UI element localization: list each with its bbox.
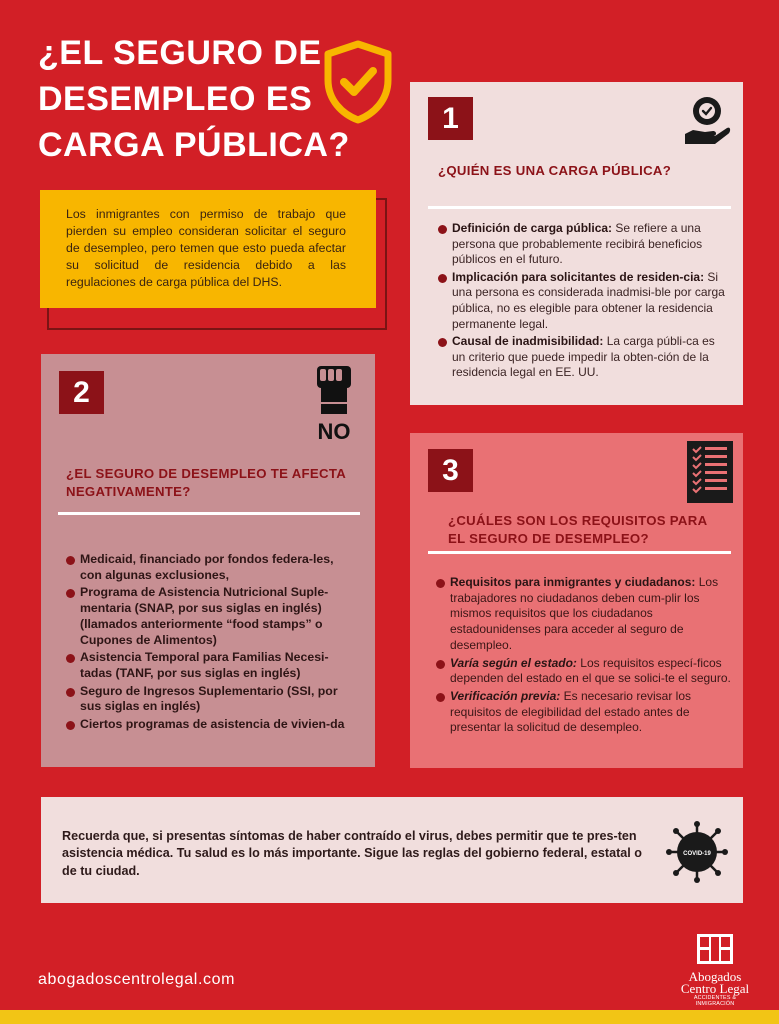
card-heading: ¿QUIÉN ES UNA CARGA PÚBLICA? bbox=[438, 163, 672, 178]
bullet-icon bbox=[66, 721, 75, 730]
bullet-icon bbox=[66, 654, 75, 663]
title-line: DESEMPLEO ES bbox=[38, 80, 313, 118]
intro-card: Los inmigrantes con permiso de trabajo que pierden su empleo consideran solicitar el seguro de desempleo, pero temen que esto pueda afectar su solicitud de residencia debido a las regulaciones de carga pública del DHS. bbox=[40, 190, 376, 308]
card-number-badge: 3 bbox=[428, 449, 473, 492]
card1-list bbox=[438, 221, 728, 383]
list-item: Requisitos para inmigrantes y ciudadanos: Los trabajadores no ciudadanos deben cum-plir los mismos requisitos que los ciudadanos estadounidenses para acceder al seguro de desempleo. bbox=[436, 575, 732, 654]
divider bbox=[58, 512, 360, 515]
checklist-icon bbox=[687, 441, 733, 503]
list-item: Implicación para solicitantes de residen-cia: Si una persona es considerada inadmisi-ble por carga pública, no es elegible para obtener la residencia permanente legal. bbox=[438, 270, 728, 332]
covid-virus-icon bbox=[666, 821, 728, 883]
card-number-badge: 1 bbox=[428, 97, 473, 140]
raised-fist-no-icon bbox=[313, 364, 355, 442]
website-link[interactable]: abogadoscentrolegal.com bbox=[38, 971, 236, 988]
list-item: Causal de inadmisibilidad: La carga públi-ca es un criterio que puede impedir la obten-ción de la residencia legal en EE. UU. bbox=[438, 334, 728, 381]
no-label: NO bbox=[317, 419, 351, 444]
bullet-icon bbox=[438, 338, 447, 347]
bullet-icon bbox=[436, 579, 445, 588]
bottom-accent-strip bbox=[0, 1010, 779, 1024]
divider bbox=[428, 551, 731, 554]
bullet-icon bbox=[66, 688, 75, 697]
list-item: Ciertos programas de asistencia de vivien-da bbox=[66, 717, 356, 733]
list-item: Asistencia Temporal para Familias Necesi-tadas (TANF, por sus siglas en inglés) bbox=[66, 650, 356, 681]
reminder-text: Recuerda que, si presentas síntomas de haber contraído el virus, debes permitir que te pres-ten asistencia médica. Tu salud es lo más importante. Sigue las reglas del gobierno federal, estatal o de tu ciudad. bbox=[62, 829, 642, 878]
company-logo bbox=[675, 934, 755, 1007]
logo-mark-icon bbox=[697, 934, 733, 964]
list-item: Verificación previa: Es necesario revisar los requisitos de elegibilidad del estado antes de presentar la solicitud de desempleo. bbox=[436, 689, 732, 736]
list-item: Medicaid, financiado por fondos federa-les, con algunas exclusiones, bbox=[66, 552, 356, 583]
logo-line1: Abogados bbox=[688, 969, 742, 984]
logo-line2: Centro Legal bbox=[680, 981, 750, 996]
card-number-badge: 2 bbox=[59, 371, 104, 414]
fist-icon bbox=[313, 364, 355, 416]
divider bbox=[428, 206, 731, 209]
card3-list bbox=[436, 575, 732, 738]
bullet-icon bbox=[436, 660, 445, 669]
bullet-icon bbox=[438, 225, 447, 234]
bullet-icon bbox=[66, 556, 75, 565]
title-line: CARGA PÚBLICA? bbox=[38, 126, 350, 164]
shield-check-icon bbox=[322, 40, 394, 124]
list-item: Seguro de Ingresos Suplementario (SSI, por sus siglas en inglés) bbox=[66, 684, 356, 715]
list-item: Programa de Asistencia Nutricional Suple-mentaria (SNAP, por sus siglas en inglés) (llamados anteriormente “food stamps” o Cupones de Alimentos) bbox=[66, 585, 356, 648]
title-line: ¿EL SEGURO DE bbox=[38, 34, 322, 72]
logo-tagline: ACCIDENTES & INMIGRACIÓN bbox=[693, 995, 737, 1007]
card-heading: ¿EL SEGURO DE DESEMPLEO TE AFECTA NEGATIVAMENTE? bbox=[66, 466, 346, 499]
list-item: Definición de carga pública: Se refiere a una persona que probablemente recibirá beneficios públicos en el futuro. bbox=[438, 221, 728, 268]
bullet-icon bbox=[66, 589, 75, 598]
covid-label: COVID-19 bbox=[683, 851, 711, 857]
hand-badge-icon bbox=[683, 94, 731, 148]
page-title bbox=[38, 30, 368, 168]
bullet-icon bbox=[438, 274, 447, 283]
bullet-icon bbox=[436, 693, 445, 702]
card2-list bbox=[66, 552, 356, 735]
card-heading: ¿CUÁLES SON LOS REQUISITOS PARA EL SEGURO DE DESEMPLEO? bbox=[448, 513, 707, 546]
list-item: Varía según el estado: Los requisitos especí-ficos dependen del estado en el que se solici-te el seguro. bbox=[436, 656, 732, 687]
